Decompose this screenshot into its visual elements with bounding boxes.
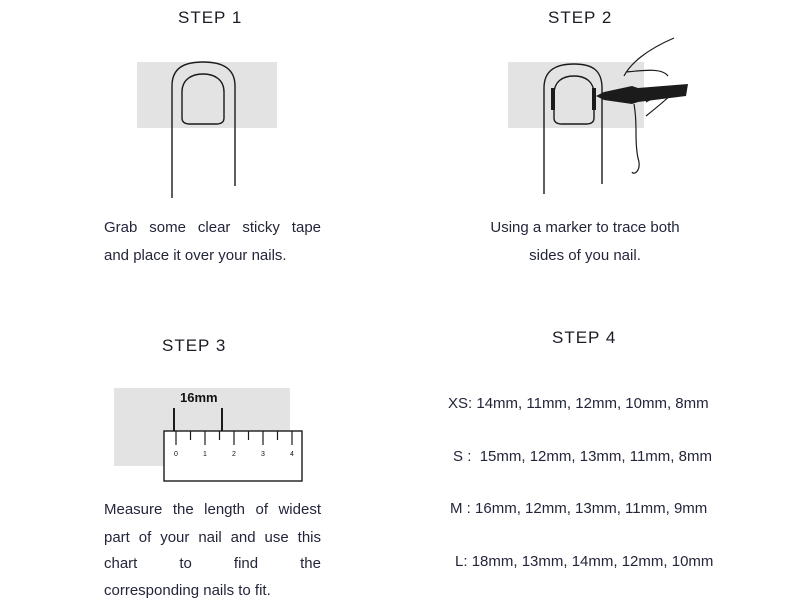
step1-illustration [136, 58, 306, 198]
size-sep: : [467, 448, 472, 465]
size-row-m [450, 500, 707, 517]
step1-text-line2: and place it over your nails. [104, 247, 287, 264]
step3-text-line3: chart to find the [104, 555, 321, 572]
ruler-label-3: 3 [261, 451, 265, 458]
step1-text-line1: Grab some clear sticky tape [104, 219, 321, 236]
size-sep: : [466, 500, 471, 517]
step3-text-line2: part of your nail and use this [104, 529, 321, 546]
step2-text-line2: sides of you nail. [529, 247, 641, 264]
size-values: 16mm, 12mm, 13mm, 11mm, 9mm [475, 500, 708, 517]
step3-text-line1: Measure the length of widest [104, 501, 321, 518]
step2-illustration [506, 36, 706, 196]
step2-title: STEP 2 [548, 8, 613, 27]
step4-title: STEP 4 [552, 328, 617, 347]
measure-label: 16mm [180, 390, 218, 405]
size-row-l [455, 553, 713, 570]
traced-line-left [551, 88, 555, 110]
size-sep: : [468, 395, 473, 412]
size-values: 14mm, 11mm, 12mm, 10mm, 8mm [476, 395, 709, 412]
size-label: L [455, 553, 464, 570]
step3-title: STEP 3 [162, 336, 227, 355]
size-label: S [453, 448, 464, 465]
step3-illustration [110, 384, 310, 484]
size-row-xs [448, 395, 709, 412]
size-values: 15mm, 12mm, 13mm, 11mm, 8mm [479, 448, 712, 465]
size-label: XS [448, 395, 469, 412]
size-sep: : [463, 553, 468, 570]
ruler-label-4: 4 [290, 451, 294, 458]
size-row-s [453, 448, 712, 465]
tape-strip [137, 62, 277, 128]
step2-text-line1: Using a marker to trace both [490, 219, 680, 236]
ruler-label-1: 1 [203, 451, 207, 458]
ruler-label-0: 0 [174, 451, 178, 458]
step1-title: STEP 1 [178, 8, 243, 27]
traced-line-right [592, 88, 596, 110]
size-label: M [450, 500, 463, 517]
size-values: 18mm, 13mm, 14mm, 12mm, 10mm [471, 553, 714, 570]
step3-text-line4: corresponding nails to fit. [104, 582, 271, 599]
ruler-label-2: 2 [232, 451, 236, 458]
